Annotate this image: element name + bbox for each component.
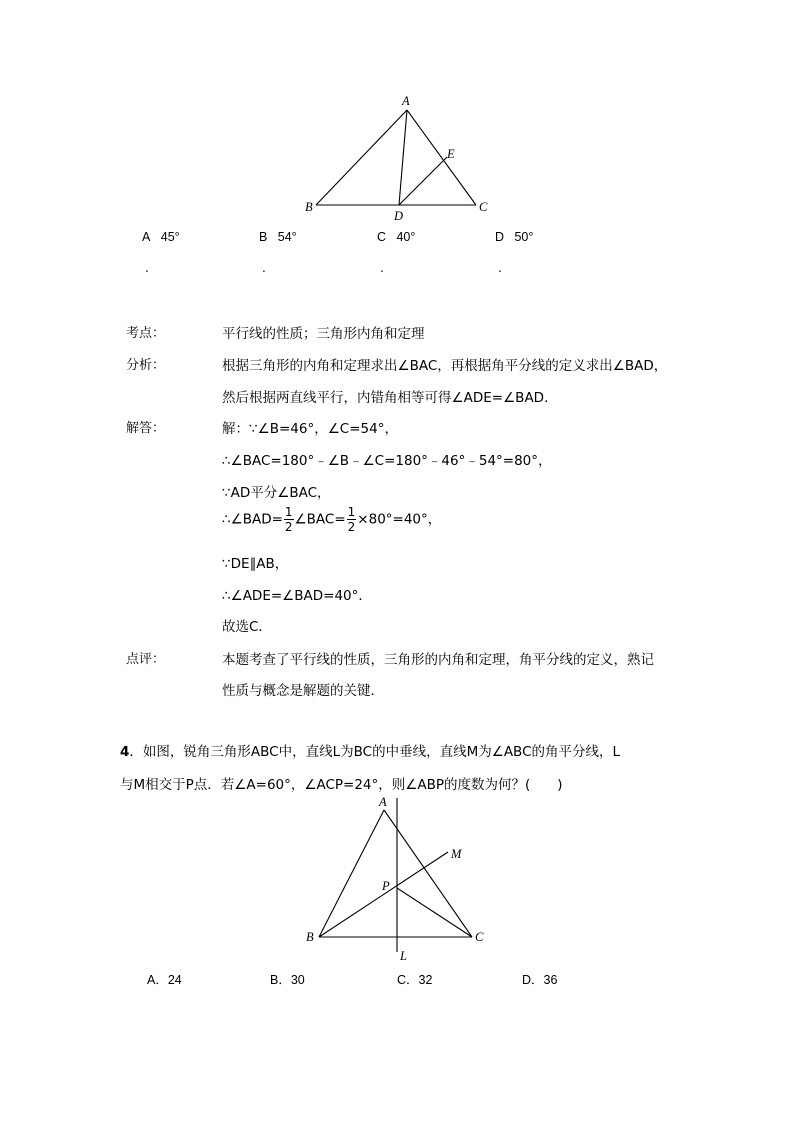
label-c: C bbox=[479, 200, 488, 214]
jieda-line2: ∴∠BAC=180°﹣∠B﹣∠C=180°﹣46°﹣54°=80°， bbox=[222, 453, 552, 469]
dianping-line2: 性质与概念是解题的关键． bbox=[222, 683, 384, 699]
kaodian-text: 平行线的性质；三角形内角和定理 bbox=[222, 326, 425, 342]
fenxi-label: 分析： bbox=[126, 358, 166, 373]
q3-dot-a: . bbox=[145, 261, 149, 275]
segment-pc bbox=[397, 888, 472, 937]
label-a: A bbox=[379, 795, 387, 809]
jieda-line6: ∴∠ADE=∠BAD=40°． bbox=[222, 588, 372, 604]
jieda-label: 解答： bbox=[126, 421, 166, 436]
dianping-line1: 本题考查了平行线的性质，三角形的内角和定理，角平分线的定义，熟记 bbox=[222, 652, 654, 668]
jieda-line5: ∵DE∥AB， bbox=[222, 556, 289, 572]
q4-number: 4 bbox=[120, 744, 130, 760]
jieda-line7: 故选C． bbox=[222, 619, 272, 635]
q4-line2: 与M相交于P点．若∠A=60°，∠ACP=24°，则∠ABP的度数为何？( ) bbox=[120, 777, 563, 793]
figure-triangle-abc-ade bbox=[290, 90, 510, 225]
q3-option-d: D 50° bbox=[495, 230, 534, 244]
segment-ad bbox=[399, 110, 407, 205]
fenxi-line2: 然后根据两直线平行，内错角相等可得∠ADE=∠BAD． bbox=[222, 390, 558, 406]
jieda-line1: 解：∵∠B=46°，∠C=54°， bbox=[222, 421, 398, 437]
fraction-half-2: $\frac{1}{2}$ bbox=[347, 505, 356, 534]
q3-option-c: C 40° bbox=[377, 230, 416, 244]
label-c: C bbox=[475, 930, 484, 944]
q3-option-b: B 54° bbox=[259, 230, 297, 244]
fraction-half-1: $\frac{1}{2}$ bbox=[284, 505, 293, 534]
figure-triangle-abc-lmp bbox=[300, 792, 484, 964]
q4-option-d: D．36 bbox=[522, 973, 558, 987]
side-ab bbox=[316, 110, 407, 205]
label-d: D bbox=[394, 209, 404, 223]
q4-line1: 4．如图，锐角三角形ABC中，直线L为BC的中垂线，直线M为∠ABC的角平分线，L bbox=[120, 744, 621, 760]
q3-dot-c: . bbox=[380, 261, 384, 275]
dianping-label: 点评： bbox=[126, 652, 166, 667]
kaodian-label: 考点： bbox=[126, 326, 166, 341]
jieda-line3: ∵AD平分∠BAC， bbox=[222, 485, 331, 501]
jieda-line4: ∴∠BAD= $\frac{1}{2}$ ∠BAC= $\frac{1}{2}$ ×80°=40°， bbox=[222, 505, 442, 534]
label-b: B bbox=[306, 930, 314, 944]
side-ab bbox=[319, 810, 384, 937]
label-p: P bbox=[382, 879, 390, 893]
label-l: L bbox=[400, 949, 407, 963]
q3-option-a: A 45° bbox=[142, 230, 180, 244]
line-m bbox=[319, 852, 448, 937]
q3-dot-d: . bbox=[498, 261, 502, 275]
q4-option-a: A．24 bbox=[147, 973, 182, 987]
q3-dot-b: . bbox=[262, 261, 266, 275]
q4-option-b: B．30 bbox=[270, 973, 305, 987]
q4-option-c: C．32 bbox=[397, 973, 433, 987]
label-b: B bbox=[305, 200, 313, 214]
fenxi-line1: 根据三角形的内角和定理求出∠BAC，再根据角平分线的定义求出∠BAD， bbox=[222, 358, 668, 374]
label-a: A bbox=[402, 94, 410, 108]
label-m: M bbox=[451, 847, 462, 861]
label-e: E bbox=[447, 147, 455, 161]
segment-de bbox=[399, 157, 447, 205]
side-ac bbox=[407, 110, 476, 205]
